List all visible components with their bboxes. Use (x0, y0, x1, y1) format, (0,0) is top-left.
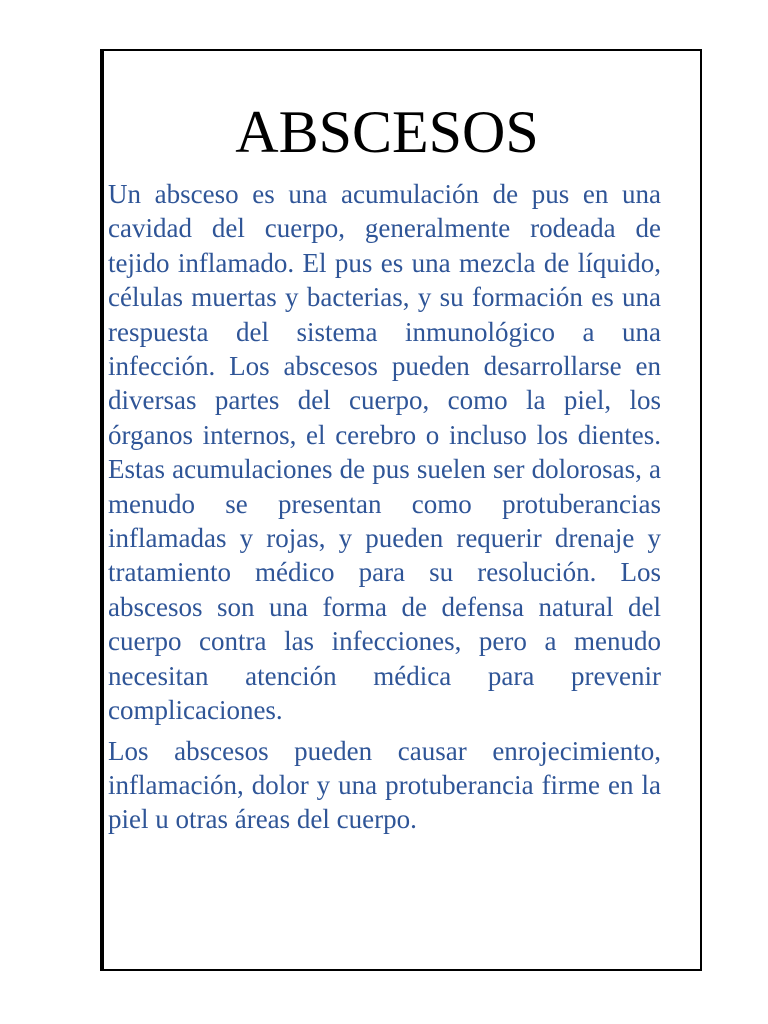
paragraph-2: Los abscesos pueden causar enrojecimiento, inflamación, dolor y una protuberancia firme en la piel u otras áreas del cuerpo. (108, 735, 661, 835)
page-frame (100, 49, 702, 971)
page-title: ABSCESOS (235, 99, 539, 165)
body-text (108, 177, 661, 837)
paragraph-1: Un absceso es una acumulación de pus en una cavidad del cuerpo, generalmente rodeada de tejido inflamado. El pus es una mezcla de líquido, células muertas y bacterias, y su formación es una respuesta del sistema inmunológico a una infección. Los abscesos pueden desarrollarse en diversas partes del cuerpo, como la piel, los órganos internos, el cerebro o incluso los dientes. Estas acumulaciones de pus suelen ser dolorosas, a menudo se presentan como protuberancias inflamadas y rojas, y pueden requerir drenaje y tratamiento médico para su resolución. Los abscesos son una forma de defensa natural del cuerpo contra las infecciones, pero a menudo necesitan atención médica para prevenir complicaciones. (108, 179, 661, 726)
